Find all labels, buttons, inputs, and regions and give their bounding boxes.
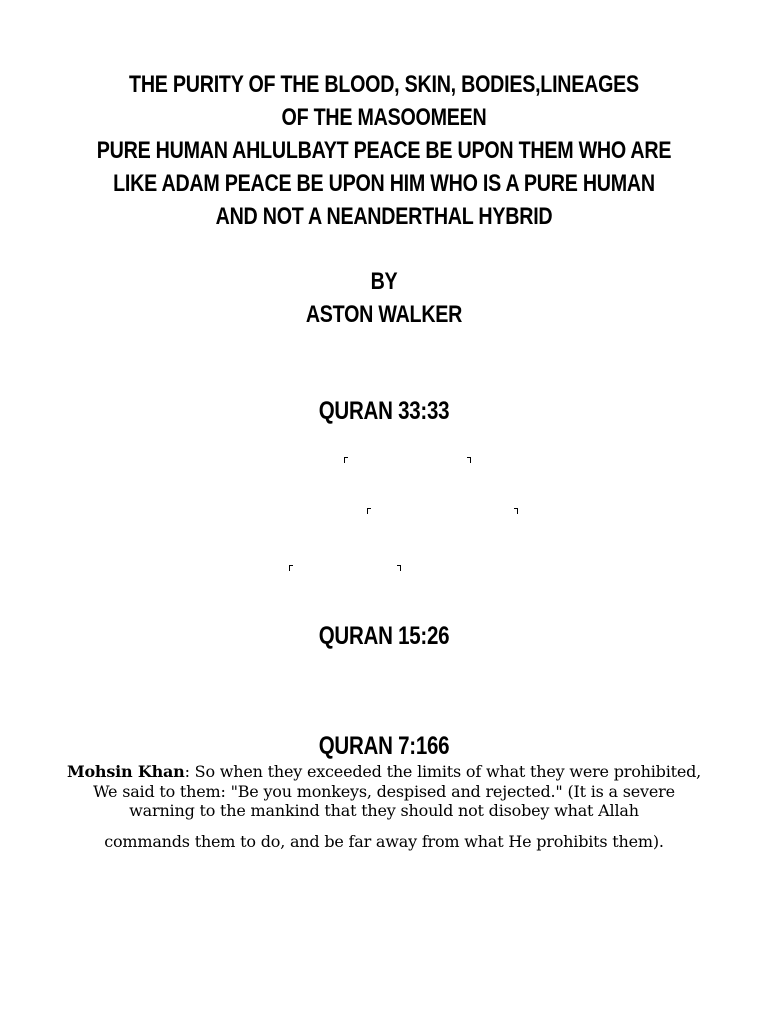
bracket-left: [367, 508, 371, 514]
bracket-left: [289, 565, 293, 571]
author-name: ASTON WALKER: [305, 301, 463, 328]
quran-reference-heading: QURAN 15:26: [318, 622, 450, 650]
bracket-right: [397, 565, 401, 571]
document-title: [69, 68, 699, 233]
missing-arabic-text-marker: [344, 457, 471, 463]
translator-name: Mohsin Khan: [66, 762, 185, 781]
title-line: LIKE ADAM PEACE BE UPON HIM WHO IS A PURE HUMAN: [113, 170, 655, 197]
quran-reference-heading: QURAN 33:33: [318, 397, 450, 425]
quran-reference-heading: QURAN 7:166: [318, 732, 450, 760]
translation-text-end: commands them to do, and be far away from what He prohibits them).: [104, 831, 664, 851]
byline: [69, 265, 699, 331]
bracket-right: [514, 508, 518, 514]
title-line: AND NOT A NEANDERTHAL HYBRID: [215, 203, 553, 230]
bracket-left: [344, 457, 348, 463]
title-line: OF THE MASOOMEEN: [281, 104, 487, 131]
byline-by: BY: [370, 268, 398, 295]
missing-arabic-text-marker: [289, 565, 401, 571]
title-line: PURE HUMAN AHLULBAYT PEACE BE UPON THEM WHO ARE: [96, 137, 672, 164]
title-line: THE PURITY OF THE BLOOD, SKIN, BODIES,LINEAGES: [129, 71, 639, 98]
translation-text: : So when they exceeded the limits of what they were prohibited, We said to them: "Be you monkeys, despised and rejected." (It is a severe warning to the mankind that they should not disobey what Allah: [93, 762, 702, 820]
bracket-right: [467, 457, 471, 463]
verse-translation: [60, 762, 708, 851]
missing-arabic-text-marker: [367, 508, 518, 514]
